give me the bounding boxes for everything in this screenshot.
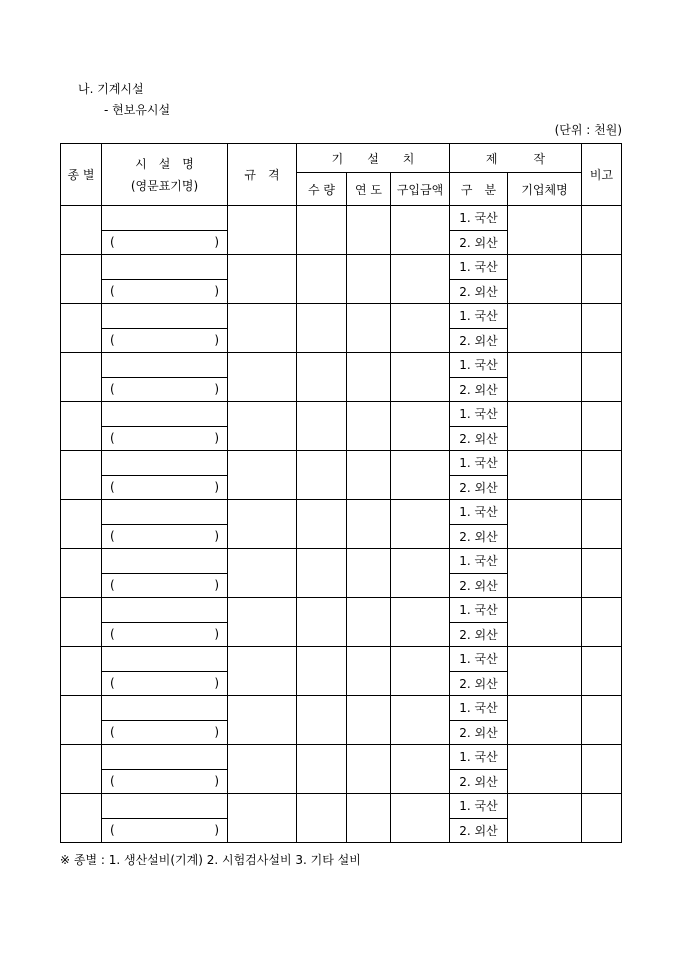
paren-close: ) bbox=[214, 529, 219, 544]
table-row bbox=[61, 451, 622, 476]
paren-close: ) bbox=[214, 284, 219, 299]
header-installed: 기 설 치 bbox=[297, 144, 450, 173]
english-name-cell[interactable] bbox=[102, 524, 228, 549]
table-row bbox=[61, 255, 622, 280]
category-cell[interactable] bbox=[61, 500, 102, 549]
year-cell[interactable] bbox=[347, 304, 391, 353]
category-cell[interactable] bbox=[61, 696, 102, 745]
category-cell[interactable] bbox=[61, 794, 102, 843]
english-name-cell[interactable] bbox=[102, 377, 228, 402]
maker-company-cell[interactable] bbox=[508, 402, 582, 451]
maker-type-domestic[interactable]: 1. 국산 bbox=[450, 451, 508, 476]
spec-cell[interactable] bbox=[228, 402, 297, 451]
category-cell[interactable] bbox=[61, 353, 102, 402]
maker-type-foreign[interactable]: 2. 외산 bbox=[450, 573, 508, 598]
paren-close: ) bbox=[214, 823, 219, 838]
header-installed-year: 연 도 bbox=[347, 173, 391, 206]
paren-open: ( bbox=[110, 676, 115, 691]
price-cell[interactable] bbox=[391, 696, 450, 745]
english-name-cell[interactable] bbox=[102, 671, 228, 696]
facility-table bbox=[60, 143, 622, 843]
maker-type-domestic[interactable]: 1. 국산 bbox=[450, 647, 508, 672]
qty-cell[interactable] bbox=[297, 451, 347, 500]
spec-cell[interactable] bbox=[228, 696, 297, 745]
maker-type-domestic[interactable]: 1. 국산 bbox=[450, 402, 508, 427]
maker-type-foreign[interactable]: 2. 외산 bbox=[450, 230, 508, 255]
maker-company-cell[interactable] bbox=[508, 696, 582, 745]
paren-open: ( bbox=[110, 284, 115, 299]
maker-company-cell[interactable] bbox=[508, 549, 582, 598]
english-name-cell[interactable] bbox=[102, 328, 228, 353]
maker-type-domestic[interactable]: 1. 국산 bbox=[450, 794, 508, 819]
maker-type-domestic[interactable]: 1. 국산 bbox=[450, 549, 508, 574]
table-row bbox=[61, 206, 622, 231]
header-installed-qty: 수 량 bbox=[297, 173, 347, 206]
english-name-cell[interactable] bbox=[102, 818, 228, 843]
facility-name-cell[interactable] bbox=[102, 794, 228, 819]
remarks-cell[interactable] bbox=[582, 451, 622, 500]
spec-cell[interactable] bbox=[228, 304, 297, 353]
facility-name-cell[interactable] bbox=[102, 647, 228, 672]
maker-company-cell[interactable] bbox=[508, 598, 582, 647]
paren-open: ( bbox=[110, 823, 115, 838]
remarks-cell[interactable] bbox=[582, 794, 622, 843]
facility-name-cell[interactable] bbox=[102, 745, 228, 770]
qty-cell[interactable] bbox=[297, 647, 347, 696]
spec-cell[interactable] bbox=[228, 255, 297, 304]
remarks-cell[interactable] bbox=[582, 647, 622, 696]
english-name-cell[interactable] bbox=[102, 279, 228, 304]
year-cell[interactable] bbox=[347, 402, 391, 451]
paren-open: ( bbox=[110, 529, 115, 544]
maker-company-cell[interactable] bbox=[508, 304, 582, 353]
paren-close: ) bbox=[214, 676, 219, 691]
maker-type-foreign[interactable]: 2. 외산 bbox=[450, 622, 508, 647]
maker-type-foreign[interactable]: 2. 외산 bbox=[450, 426, 508, 451]
english-name-cell[interactable] bbox=[102, 573, 228, 598]
maker-type-foreign[interactable]: 2. 외산 bbox=[450, 475, 508, 500]
qty-cell[interactable] bbox=[297, 206, 347, 255]
paren-close: ) bbox=[214, 480, 219, 495]
price-cell[interactable] bbox=[391, 402, 450, 451]
paren-open: ( bbox=[110, 725, 115, 740]
maker-type-foreign[interactable]: 2. 외산 bbox=[450, 279, 508, 304]
maker-company-cell[interactable] bbox=[508, 647, 582, 696]
qty-cell[interactable] bbox=[297, 598, 347, 647]
table-row bbox=[61, 500, 622, 525]
table-row bbox=[61, 304, 622, 329]
table-row bbox=[61, 647, 622, 672]
maker-type-foreign[interactable]: 2. 외산 bbox=[450, 524, 508, 549]
remarks-cell[interactable] bbox=[582, 500, 622, 549]
category-cell[interactable] bbox=[61, 304, 102, 353]
table-row bbox=[61, 402, 622, 427]
header-maker-type: 구 분 bbox=[450, 173, 508, 206]
paren-close: ) bbox=[214, 627, 219, 642]
price-cell[interactable] bbox=[391, 451, 450, 500]
year-cell[interactable] bbox=[347, 353, 391, 402]
table-row bbox=[61, 598, 622, 623]
spec-cell[interactable] bbox=[228, 206, 297, 255]
maker-type-domestic[interactable]: 1. 국산 bbox=[450, 696, 508, 721]
header-facility-name-sub: (영문표기명) bbox=[130, 178, 199, 193]
paren-open: ( bbox=[110, 431, 115, 446]
spec-cell[interactable] bbox=[228, 451, 297, 500]
header-maker-company: 기업체명 bbox=[508, 173, 582, 206]
maker-type-foreign[interactable]: 2. 외산 bbox=[450, 377, 508, 402]
year-cell[interactable] bbox=[347, 451, 391, 500]
facility-name-cell[interactable] bbox=[102, 206, 228, 231]
paren-open: ( bbox=[110, 774, 115, 789]
spec-cell[interactable] bbox=[228, 598, 297, 647]
price-cell[interactable] bbox=[391, 353, 450, 402]
price-cell[interactable] bbox=[391, 255, 450, 304]
paren-open: ( bbox=[110, 627, 115, 642]
table-row bbox=[61, 794, 622, 819]
remarks-cell[interactable] bbox=[582, 353, 622, 402]
table-row bbox=[61, 696, 622, 721]
paren-open: ( bbox=[110, 578, 115, 593]
maker-company-cell[interactable] bbox=[508, 794, 582, 843]
maker-type-domestic[interactable]: 1. 국산 bbox=[450, 255, 508, 280]
qty-cell[interactable] bbox=[297, 500, 347, 549]
maker-type-domestic[interactable]: 1. 국산 bbox=[450, 353, 508, 378]
english-name-cell[interactable] bbox=[102, 426, 228, 451]
spec-cell[interactable] bbox=[228, 794, 297, 843]
header-installed-price: 구입금액 bbox=[391, 173, 450, 206]
facility-name-cell[interactable] bbox=[102, 304, 228, 329]
maker-type-domestic[interactable]: 1. 국산 bbox=[450, 598, 508, 623]
price-cell[interactable] bbox=[391, 647, 450, 696]
maker-type-foreign[interactable]: 2. 외산 bbox=[450, 671, 508, 696]
maker-company-cell[interactable] bbox=[508, 500, 582, 549]
maker-type-foreign[interactable]: 2. 외산 bbox=[450, 328, 508, 353]
header-facility-name bbox=[102, 144, 228, 206]
year-cell[interactable] bbox=[347, 500, 391, 549]
remarks-cell[interactable] bbox=[582, 696, 622, 745]
header-maker: 제 작 bbox=[450, 144, 582, 173]
year-cell[interactable] bbox=[347, 549, 391, 598]
table-row bbox=[61, 745, 622, 770]
unit-label: (단위 : 천원) bbox=[554, 123, 622, 137]
qty-cell[interactable] bbox=[297, 402, 347, 451]
maker-company-cell[interactable] bbox=[508, 206, 582, 255]
paren-open: ( bbox=[110, 235, 115, 250]
maker-company-cell[interactable] bbox=[508, 255, 582, 304]
english-name-cell[interactable] bbox=[102, 230, 228, 255]
category-cell[interactable] bbox=[61, 745, 102, 794]
maker-type-foreign[interactable]: 2. 외산 bbox=[450, 720, 508, 745]
qty-cell[interactable] bbox=[297, 304, 347, 353]
footnote: ※ 종별 : 1. 생산설비(기계) 2. 시험검사설비 3. 기타 설비 bbox=[60, 853, 361, 867]
price-cell[interactable] bbox=[391, 794, 450, 843]
maker-type-foreign[interactable]: 2. 외산 bbox=[450, 769, 508, 794]
spec-cell[interactable] bbox=[228, 745, 297, 794]
paren-open: ( bbox=[110, 333, 115, 348]
remarks-cell[interactable] bbox=[582, 402, 622, 451]
paren-close: ) bbox=[214, 382, 219, 397]
price-cell[interactable] bbox=[391, 598, 450, 647]
maker-type-foreign[interactable]: 2. 외산 bbox=[450, 818, 508, 843]
qty-cell[interactable] bbox=[297, 794, 347, 843]
category-cell[interactable] bbox=[61, 549, 102, 598]
facility-name-cell[interactable] bbox=[102, 598, 228, 623]
qty-cell[interactable] bbox=[297, 549, 347, 598]
paren-close: ) bbox=[214, 431, 219, 446]
category-cell[interactable] bbox=[61, 451, 102, 500]
english-name-cell[interactable] bbox=[102, 622, 228, 647]
facility-name-cell[interactable] bbox=[102, 451, 228, 476]
facility-name-cell[interactable] bbox=[102, 549, 228, 574]
remarks-cell[interactable] bbox=[582, 304, 622, 353]
table-row bbox=[61, 549, 622, 574]
category-cell[interactable] bbox=[61, 255, 102, 304]
price-cell[interactable] bbox=[391, 745, 450, 794]
facility-name-cell[interactable] bbox=[102, 696, 228, 721]
paren-close: ) bbox=[214, 578, 219, 593]
paren-close: ) bbox=[214, 725, 219, 740]
qty-cell[interactable] bbox=[297, 255, 347, 304]
spec-cell[interactable] bbox=[228, 549, 297, 598]
remarks-cell[interactable] bbox=[582, 206, 622, 255]
paren-close: ) bbox=[214, 333, 219, 348]
maker-type-domestic[interactable]: 1. 국산 bbox=[450, 304, 508, 329]
category-cell[interactable] bbox=[61, 598, 102, 647]
remarks-cell[interactable] bbox=[582, 549, 622, 598]
remarks-cell[interactable] bbox=[582, 745, 622, 794]
year-cell[interactable] bbox=[347, 598, 391, 647]
facility-name-cell[interactable] bbox=[102, 353, 228, 378]
facility-name-cell[interactable] bbox=[102, 500, 228, 525]
maker-company-cell[interactable] bbox=[508, 451, 582, 500]
section-subheading: - 현보유시설 bbox=[104, 103, 171, 117]
facility-name-cell[interactable] bbox=[102, 255, 228, 280]
category-cell[interactable] bbox=[61, 402, 102, 451]
english-name-cell[interactable] bbox=[102, 769, 228, 794]
remarks-cell[interactable] bbox=[582, 598, 622, 647]
header-category: 종 별 bbox=[61, 144, 102, 206]
price-cell[interactable] bbox=[391, 500, 450, 549]
qty-cell[interactable] bbox=[297, 696, 347, 745]
year-cell[interactable] bbox=[347, 255, 391, 304]
qty-cell[interactable] bbox=[297, 353, 347, 402]
remarks-cell[interactable] bbox=[582, 255, 622, 304]
paren-open: ( bbox=[110, 382, 115, 397]
year-cell[interactable] bbox=[347, 206, 391, 255]
paren-close: ) bbox=[214, 774, 219, 789]
maker-type-domestic[interactable]: 1. 국산 bbox=[450, 500, 508, 525]
paren-open: ( bbox=[110, 480, 115, 495]
spec-cell[interactable] bbox=[228, 647, 297, 696]
header-spec: 규 격 bbox=[228, 144, 297, 206]
category-cell[interactable] bbox=[61, 647, 102, 696]
facility-name-cell[interactable] bbox=[102, 402, 228, 427]
year-cell[interactable] bbox=[347, 745, 391, 794]
english-name-cell[interactable] bbox=[102, 475, 228, 500]
maker-company-cell[interactable] bbox=[508, 745, 582, 794]
year-cell[interactable] bbox=[347, 647, 391, 696]
maker-company-cell[interactable] bbox=[508, 353, 582, 402]
price-cell[interactable] bbox=[391, 549, 450, 598]
price-cell[interactable] bbox=[391, 206, 450, 255]
paren-close: ) bbox=[214, 235, 219, 250]
spec-cell[interactable] bbox=[228, 500, 297, 549]
year-cell[interactable] bbox=[347, 794, 391, 843]
qty-cell[interactable] bbox=[297, 745, 347, 794]
year-cell[interactable] bbox=[347, 696, 391, 745]
price-cell[interactable] bbox=[391, 304, 450, 353]
category-cell[interactable] bbox=[61, 206, 102, 255]
section-heading: 나. 기계시설 bbox=[78, 82, 144, 96]
header-remarks: 비고 bbox=[582, 144, 622, 206]
english-name-cell[interactable] bbox=[102, 720, 228, 745]
maker-type-domestic[interactable]: 1. 국산 bbox=[450, 745, 508, 770]
spec-cell[interactable] bbox=[228, 353, 297, 402]
maker-type-domestic[interactable]: 1. 국산 bbox=[450, 206, 508, 231]
table-row bbox=[61, 353, 622, 378]
header-facility-name-main: 시 설 명 bbox=[135, 156, 194, 171]
